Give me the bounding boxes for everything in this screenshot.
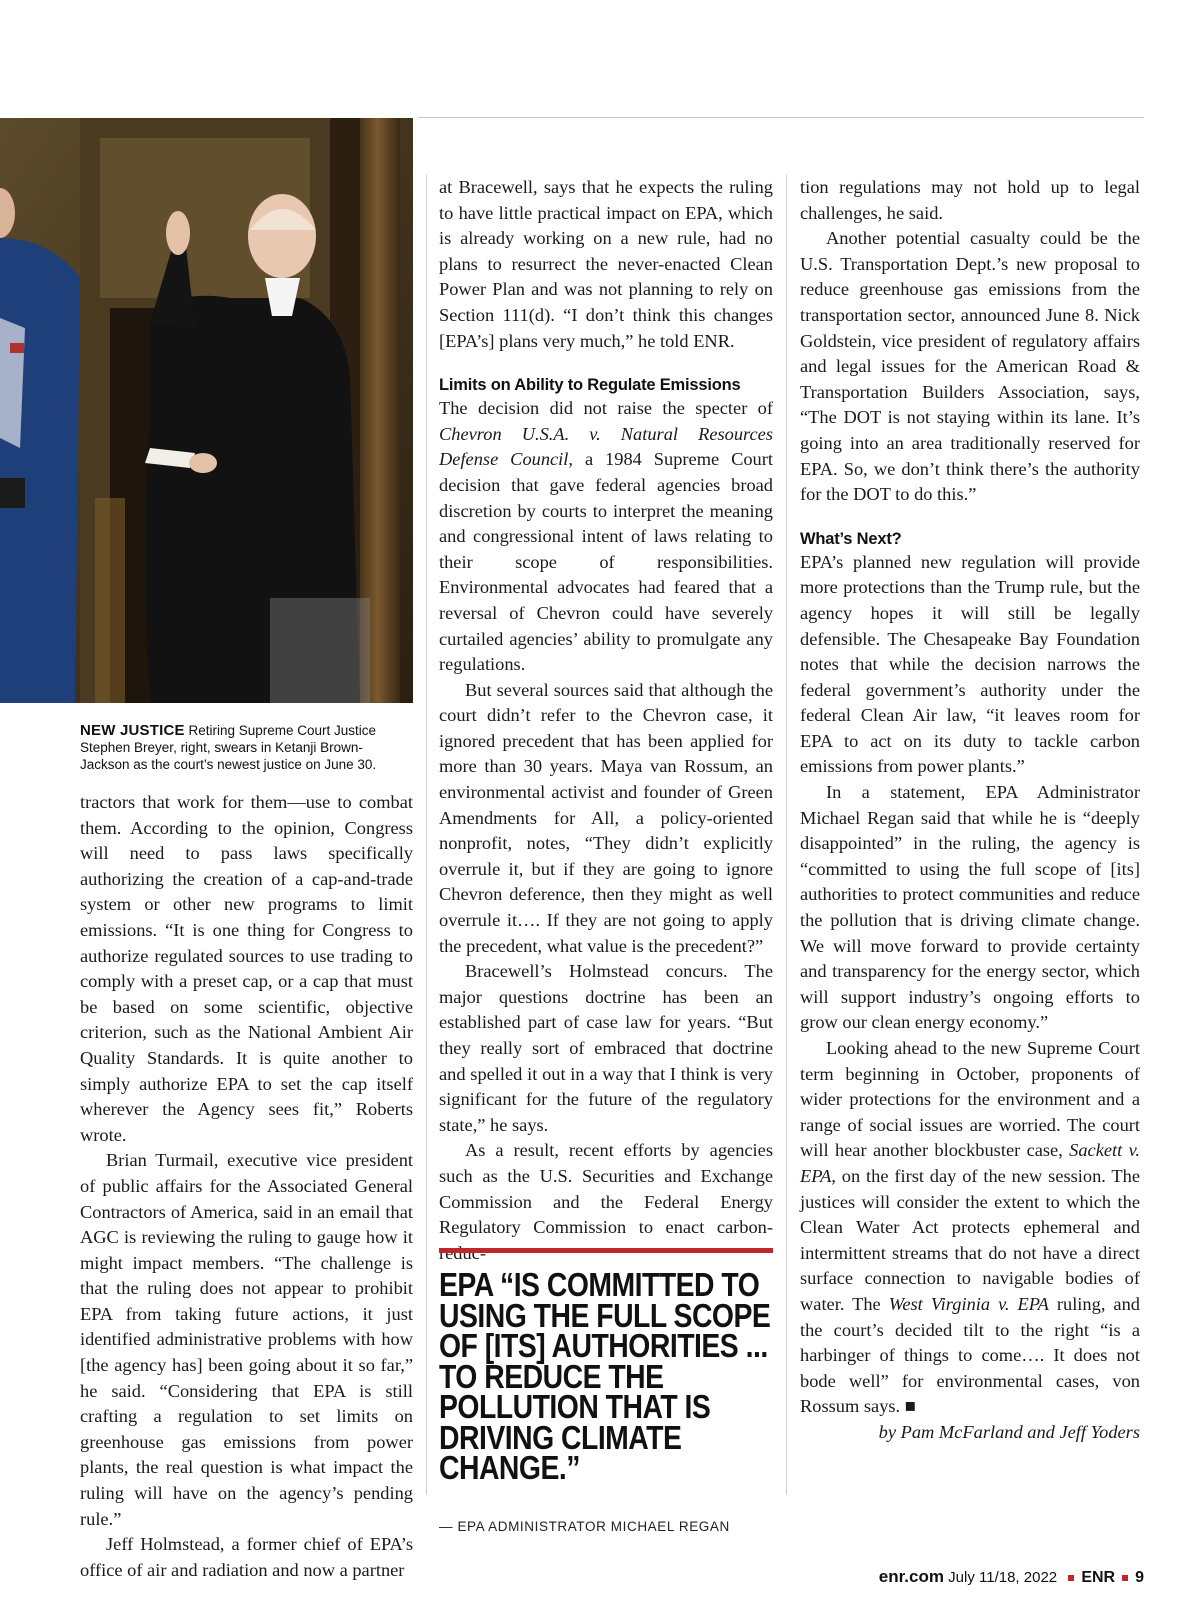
pullquote-rule <box>439 1248 773 1253</box>
article-column-3 <box>800 175 1140 1446</box>
article-column-1 <box>80 790 413 1583</box>
separator-square-icon <box>1068 1575 1074 1581</box>
subhead: What’s Next? <box>800 529 902 548</box>
column-divider <box>786 175 787 1495</box>
footer-date: July 11/18, 2022 <box>948 1569 1058 1586</box>
top-rule <box>418 117 1144 118</box>
case-name: West Virginia v. EPA <box>888 1293 1049 1314</box>
case-name: Chevron U.S.A. v. Natural Resources Defense Council, <box>439 423 773 470</box>
pullquote-attribution: — EPA ADMINISTRATOR MICHAEL REGAN <box>439 1519 730 1534</box>
byline: by Pam McFarland and Jeff Yoders <box>878 1421 1140 1442</box>
column-divider <box>426 175 427 1495</box>
photo-icon <box>0 118 413 703</box>
article-photo <box>0 118 413 703</box>
paragraph <box>439 396 773 678</box>
page-footer <box>879 1567 1144 1587</box>
paragraph: Brian Turmail, executive vice president of public affairs for the Associated General Contractors of America, said in an email that AGC is reviewing the ruling to gauge how it might impact members. “The challenge is that the ruling does not appear to prohibit EPA from taking future actions, it just identified administrative problems with how [the agency has] been going about it so far,” he said. “Considering that EPA is still crafting a regulation to set limits on greenhouse gas emissions from power plants, the real question is what impact the ruling will have on the agency’s pending rule.” <box>80 1150 413 1529</box>
paragraph-text: a 1984 Supreme Court decision that gave federal agencies broad discretion by courts to interpret the meaning and congressional intent of laws relating to their scope of responsibilities. Environmental advocates had feared that a reversal of Chevron could have severely curtailed agencies’ ability to promulgate any regulations. <box>439 449 773 675</box>
paragraph: Bracewell’s Holmstead concurs. The major questions doctrine has been an established part of case law for years. “But they really sort of embraced that doctrine and spelled it out in a way that I think is very significant for the future of the regulatory state,” he says. <box>439 961 773 1135</box>
paragraph: at Bracewell, says that he expects the ruling to have little practical impact on EPA, which is already working on a new rule, had no plans to resurrect the never-enacted Clean Power Plan and was not planning to rely on Section 111(d). “I don’t think this changes [EPA’s] plans very much,” he told ENR. <box>439 177 773 351</box>
paragraph: Jeff Holmstead, a former chief of EPA’s office of air and radiation and now a partner <box>80 1534 413 1580</box>
end-mark-icon: ■ <box>904 1396 916 1417</box>
paragraph-text: The decision did not raise the specter of <box>439 398 773 419</box>
page-number: 9 <box>1135 1569 1144 1586</box>
paragraph-text: Looking ahead to the new Supreme Court term beginning in October, proponents of wider protections for the environment and a range of social issues are worried. The court will hear another blockbuster case, <box>800 1038 1140 1161</box>
pullquote: EPA “IS COMMITTED TO USING THE FULL SCOPE OF [ITS] AUTHORITIES ... TO REDUCE THE POLLUTION THAT IS DRIVING CLIMATE CHANGE.” <box>439 1266 771 1486</box>
paragraph-text: , on the first day of the new session. The justices will consider the extent to which the Clean Water Act protects ephemeral and intermittent streams that do not have a direct surface connection to navigable bodies of water. The <box>800 1165 1140 1314</box>
paragraph: EPA’s planned new regulation will provide more protections than the Trump rule, but the agency hopes it will still be legally defensible. The Chesapeake Bay Foundation notes that while the decision narrows the federal government’s authority under the federal Clean Air law, “it leaves room for EPA to act on its duty to tackle carbon emissions from power plants.” <box>800 551 1140 777</box>
footer-magazine: ENR <box>1081 1569 1116 1586</box>
photo-caption <box>80 722 410 773</box>
paragraph: As a result, recent efforts by agencies such as the U.S. Securities and Exchange Commission and the Federal Energy Regulatory Commission to enact carbon- <box>439 1140 773 1238</box>
paragraph <box>800 1036 1140 1420</box>
paragraph: In a statement, EPA Administrator Michael Regan said that while he is “deeply disappointed” in the ruling, the agency is “committed to using the full scope of [its] authorities to protect communities and reduce the pollution that is driving climate change. We will move forward to provide certainty and transparency for the energy sector, which will support industry’s ongoing efforts to grow our clean energy economy.” <box>800 782 1140 1033</box>
separator-square-icon <box>1122 1575 1128 1581</box>
subhead: Limits on Ability to Regulate Emissions <box>439 376 741 395</box>
caption-text: Retiring Supreme Court Justice Stephen Breyer, right, swears in Ketanji Brown-Jackson as the court’s newest justice on June 30. <box>80 723 377 772</box>
footer-site: enr.com <box>878 1567 944 1586</box>
caption-lead: NEW JUSTICE <box>80 722 185 739</box>
case-name: Sackett v. EPA <box>800 1140 1140 1186</box>
paragraph: tractors that work for them—use to combat them. According to the opinion, Congress will need to pass laws specifically authorizing the creation of a cap-and-trade system or other new programs to limit emissions. “It is one thing for Congress to authorize regulated sources to use trading to comply with a preset cap, or a cap that must be based on some scientific, objective criterion, such as the National Ambient Air Quality Standards. It is quite another to simply authorize EPA to set the cap itself wherever the Agency sees fit,” Roberts wrote. <box>80 792 413 1145</box>
article-column-2 <box>439 175 773 1266</box>
paragraph: Another potential casualty could be the U.S. Transportation Dept.’s new proposal to reduce greenhouse gas emissions from the transportation sector, announced June 8. Nick Goldstein, vice president of regulatory affairs and legal issues for the American Road & Transportation Builders Association, says, “The DOT is not staying within its lane. It’s going into an area traditionally reserved for EPA. So, we don’t think there’s the authority for the DOT to do this.” <box>800 228 1140 505</box>
paragraph-text: ruling, and the court’s decided tilt to the right “is a harbinger of things to come…. It does not bode well” for environmental cases, von Rossum says. <box>800 1293 1140 1417</box>
paragraph: tion regulations may not hold up to legal challenges, he said. <box>800 177 1140 223</box>
paragraph: But several sources said that although the court didn’t refer to the Chevron case, it ignored precedent that has been applied for more than 30 years. Maya van Rossum, an environmental activist and founder of Green Amendments for All, a policy-oriented nonprofit, notes, “They didn’t explicitly overrule it, but if they are going to ignore Chevron deference, then they might as well overrule it…. If they are not going to apply the precedent, what value is the precedent?” <box>439 679 773 956</box>
